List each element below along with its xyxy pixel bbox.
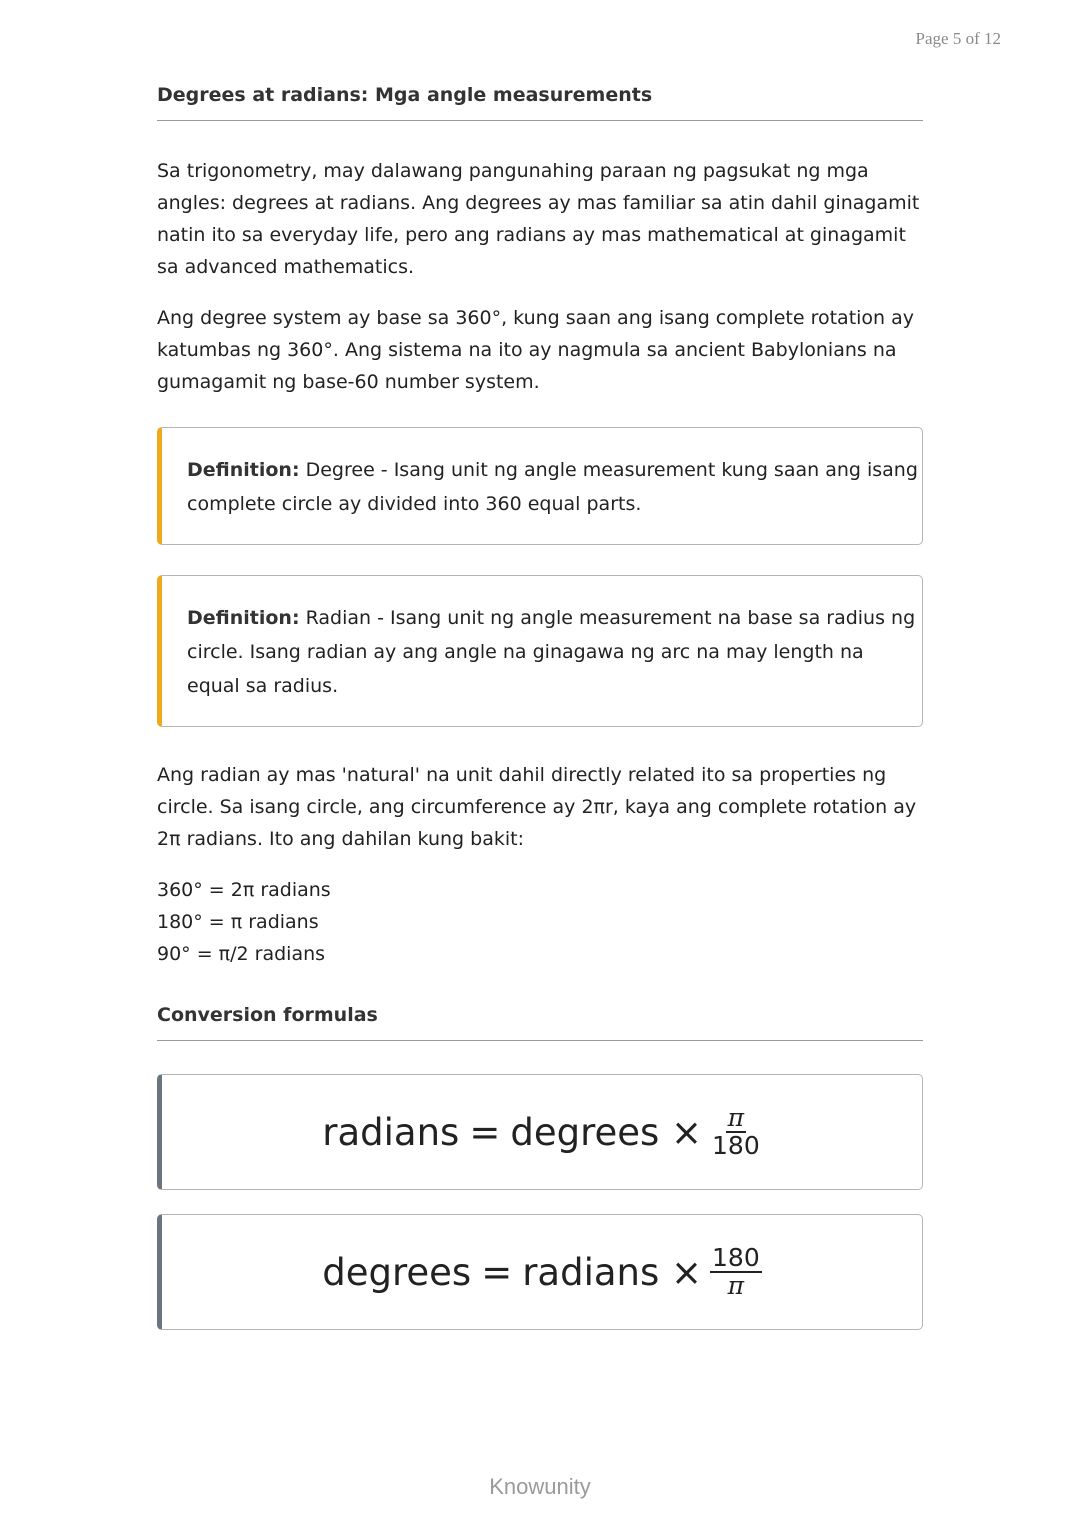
formula-box-deg-to-rad: [157, 1074, 923, 1190]
fraction-denominator: π: [727, 1271, 745, 1300]
definition-label: Definition:: [187, 607, 300, 629]
section-heading-conversion: Conversion formulas: [157, 1004, 923, 1041]
equivalence-90: 90° = π/2 radians: [157, 943, 326, 965]
definition-text: Degree - Isang unit ng angle measurement kung saan ang isang complete circle ay divided into 360 equal parts.: [187, 459, 918, 515]
formula-box-rad-to-deg: [157, 1214, 923, 1330]
fraction-numerator: π: [727, 1103, 745, 1132]
formula-lhs: radians: [322, 1110, 460, 1154]
formula-equals: =: [469, 1110, 501, 1154]
fraction-pi-over-180: [710, 1105, 762, 1159]
definition-box-degree: [157, 427, 923, 545]
degree-system-paragraph: Ang degree system ay base sa 360°, kung saan ang isang complete rotation ay katumbas ng 360°. Ang sistema na ito ay nagmula sa ancient Babylonians na gumagamit ng base-60 number system.: [157, 307, 915, 393]
intro-paragraph: Sa trigonometry, may dalawang pangunahing paraan ng pagsukat ng mga angles: degrees at radians. Ang degrees ay mas familiar sa atin dahil ginagamit natin ito sa everyday life, pero ang radians ay mas mathematical at ginagamit sa advanced mathematics.: [157, 160, 920, 278]
definition-text: Radian - Isang unit ng angle measurement na base sa radius ng circle. Isang radian ay ang angle na ginagawa ng arc na may length na equal sa radius.: [187, 607, 916, 697]
definition-box-radian: [157, 575, 923, 727]
formula-rhs: degrees ×: [510, 1110, 703, 1154]
page-number: Page 5 of 12: [915, 29, 1001, 48]
formula-lhs: degrees: [322, 1250, 472, 1294]
equivalence-list: [157, 874, 331, 970]
fraction-numerator: 180: [712, 1243, 760, 1272]
fraction-180-over-pi: [710, 1245, 762, 1299]
definition-label: Definition:: [187, 459, 300, 481]
formula-equals: =: [481, 1250, 513, 1294]
equivalence-360: 360° = 2π radians: [157, 879, 331, 901]
formula-rhs: radians ×: [522, 1250, 703, 1294]
fraction-denominator: 180: [712, 1131, 760, 1160]
footer-watermark: Knowunity: [489, 1474, 591, 1499]
radian-natural-paragraph: Ang radian ay mas 'natural' na unit dahil directly related ito sa properties ng circle. Sa isang circle, ang circumference ay 2πr, kaya ang complete rotation ay 2π radians. Ito ang dahilan kung bakit:: [157, 764, 917, 850]
section-heading-degrees-radians: Degrees at radians: Mga angle measurements: [157, 84, 923, 121]
equivalence-180: 180° = π radians: [157, 911, 319, 933]
